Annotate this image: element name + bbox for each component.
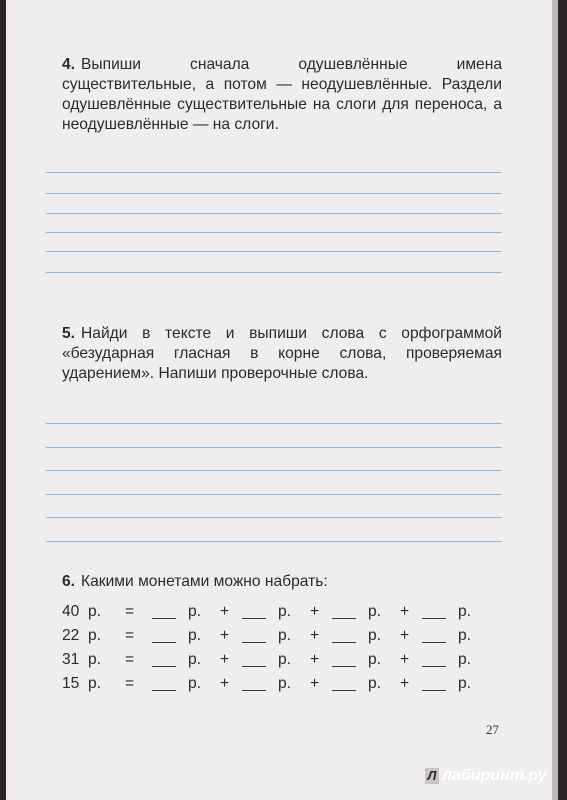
unit: р. [88, 675, 102, 692]
unit: р. [188, 627, 202, 644]
equals-sign: = [125, 651, 135, 668]
plus-sign: + [310, 675, 320, 692]
task-text: Выпиши сначала одушевлённые имена существительные, а потом — неодушевлённые. Раздели одушевлённые существительные на слоги для переноса, а неодушевлённые — на слоги. [62, 56, 502, 133]
amount: 22 [62, 627, 80, 644]
task-5 [62, 324, 502, 384]
watermark-text: лабиринт.ру [442, 767, 547, 784]
page-number: 27 [486, 722, 499, 737]
blank-field[interactable] [332, 690, 356, 691]
amount: 15 [62, 675, 80, 692]
task-number: 6. [62, 573, 76, 590]
amount: 40 [62, 603, 80, 620]
blank-field[interactable] [332, 642, 356, 643]
answer-line [46, 193, 502, 194]
plus-sign: + [400, 675, 410, 692]
unit: р. [458, 627, 472, 644]
unit: р. [368, 675, 382, 692]
plus-sign: + [310, 627, 320, 644]
unit: р. [188, 651, 202, 668]
answer-line [46, 423, 502, 424]
plus-sign: + [220, 651, 230, 668]
equals-sign: = [125, 675, 135, 692]
task-4 [62, 55, 502, 135]
answer-line [46, 213, 502, 214]
answer-line [46, 494, 502, 495]
blank-field[interactable] [332, 666, 356, 667]
plus-sign: + [310, 651, 320, 668]
unit: р. [458, 603, 472, 620]
answer-line [46, 172, 502, 173]
answer-line [46, 272, 502, 273]
task-number: 4. [62, 56, 76, 73]
unit: р. [88, 603, 102, 620]
blank-field[interactable] [152, 618, 176, 619]
unit: р. [278, 627, 292, 644]
unit: р. [278, 675, 292, 692]
unit: р. [458, 675, 472, 692]
answer-line [46, 470, 502, 471]
unit: р. [188, 603, 202, 620]
answer-line [46, 447, 502, 448]
plus-sign: + [400, 627, 410, 644]
unit: р. [278, 651, 292, 668]
unit: р. [188, 675, 202, 692]
equals-sign: = [125, 627, 135, 644]
plus-sign: + [220, 675, 230, 692]
blank-field[interactable] [242, 690, 266, 691]
unit: р. [368, 651, 382, 668]
plus-sign: + [220, 603, 230, 620]
blank-field[interactable] [422, 666, 446, 667]
blank-field[interactable] [332, 618, 356, 619]
equals-sign: = [125, 603, 135, 620]
blank-field[interactable] [152, 642, 176, 643]
workbook-page [6, 0, 552, 800]
plus-sign: + [400, 651, 410, 668]
watermark [425, 767, 555, 789]
blank-field[interactable] [242, 642, 266, 643]
unit: р. [88, 627, 102, 644]
labirint-logo-icon: Л [425, 768, 439, 784]
unit: р. [88, 651, 102, 668]
answer-line [46, 251, 502, 252]
task-number: 5. [62, 325, 76, 342]
blank-field[interactable] [242, 618, 266, 619]
unit: р. [458, 651, 472, 668]
unit: р. [368, 627, 382, 644]
task-text: Найди в тексте и выпиши слова с орфограммой «безударная гласная в корне слова, проверяемая ударением». Напиши проверочные слова. [62, 325, 502, 382]
plus-sign: + [310, 603, 320, 620]
blank-field[interactable] [242, 666, 266, 667]
answer-line [46, 517, 502, 518]
amount: 31 [62, 651, 80, 668]
answer-line [46, 541, 502, 542]
blank-field[interactable] [422, 618, 446, 619]
blank-field[interactable] [152, 666, 176, 667]
plus-sign: + [220, 627, 230, 644]
plus-sign: + [400, 603, 410, 620]
blank-field[interactable] [422, 642, 446, 643]
unit: р. [368, 603, 382, 620]
answer-line [46, 232, 502, 233]
blank-field[interactable] [152, 690, 176, 691]
unit: р. [278, 603, 292, 620]
task-6 [62, 572, 502, 592]
task-text: Какими монетами можно набрать: [81, 573, 328, 590]
blank-field[interactable] [422, 690, 446, 691]
